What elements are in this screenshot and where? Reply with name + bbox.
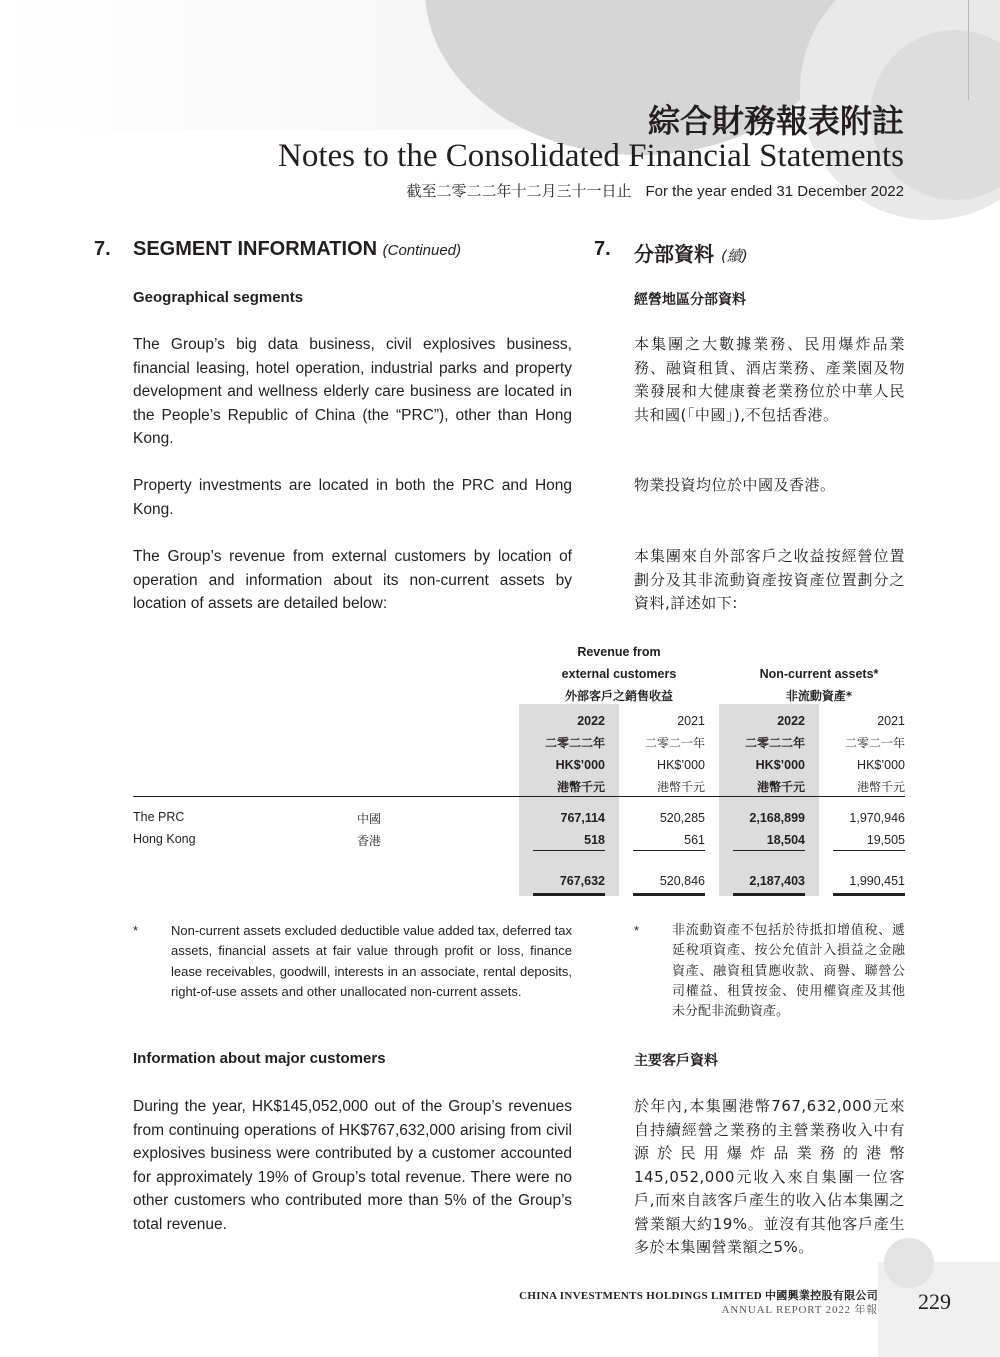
geo-paragraph-2-en: Property investments are located in both the PRC and Hong Kong. <box>133 477 572 518</box>
major-customers-paragraph-en: During the year, HK$145,052,000 out of the Group’s revenues from continuing operations of HK$767,632,000 arising from civil explosives business were contributed by a customer accounted for approximately 19% of Group’s total revenue. There were no other customers who contributed more than 5% of the Group’s total revenue. <box>133 1098 572 1233</box>
revenue-header-line1: Revenue from <box>577 645 661 659</box>
table-header-rule <box>133 796 905 797</box>
major-customers-heading-cn: 主要客戶資料 <box>634 1053 718 1069</box>
assets-header-line1: Non-current assets* <box>759 667 879 681</box>
total-rule <box>533 893 605 896</box>
continued-label: (Continued) <box>382 242 462 259</box>
footnote-en: Non-current assets excluded deductible value added tax, deferred tax assets, financial assets at fair value through profit or loss, finance lease receivables, goodwill, interests in an associate, rental deposits, right-of-use assets and other unallocated non-current assets. <box>171 923 572 999</box>
cell-total: 2,187,403 <box>749 874 805 888</box>
total-rule <box>733 893 805 896</box>
section-title-text: SEGMENT INFORMATION <box>133 238 378 260</box>
cell-hong-kong: 19,505 <box>866 833 905 847</box>
continued-label-cn: (續) <box>720 247 748 265</box>
footnote-marker-cn: * <box>634 923 640 938</box>
section-title-en <box>133 238 461 261</box>
revenue-header-cn: 外部客戶之銷售收益 <box>564 689 673 703</box>
column-unit: HK$’000 <box>857 758 905 772</box>
cell-prc: 520,285 <box>659 811 705 825</box>
column-unit-cn: 港幣千元 <box>856 780 905 794</box>
column-assets-2022 <box>719 710 805 895</box>
major-customers-heading-en: Information about major customers <box>133 1050 386 1067</box>
column-unit: HK$’000 <box>755 758 805 772</box>
cell-hong-kong: 518 <box>584 833 605 847</box>
column-year-cn: 二零二二年 <box>744 736 805 750</box>
period-cn: 截至二零二二年十二月三十一日止 <box>406 183 632 200</box>
column-year-cn: 二零二一年 <box>644 736 705 750</box>
subtotal-rule <box>633 850 705 851</box>
row-label-hong-kong: Hong Kong <box>133 832 196 846</box>
cell-hong-kong: 18,504 <box>766 833 805 847</box>
cell-prc: 767,114 <box>560 811 605 825</box>
page-title-cn: 綜合財務報表附註 <box>647 102 904 140</box>
cell-total: 767,632 <box>559 874 605 888</box>
subtotal-rule <box>533 850 605 851</box>
period-en: For the year ended 31 December 2022 <box>645 183 904 200</box>
cell-prc: 1,970,946 <box>849 811 905 825</box>
page-period <box>406 180 904 201</box>
assets-column-group-header <box>719 663 919 707</box>
column-unit: HK$’000 <box>555 758 605 772</box>
column-year: 2021 <box>677 714 705 728</box>
column-assets-2021 <box>819 710 905 895</box>
assets-header-cn: 非流動資產* <box>785 689 853 703</box>
section-number-cn: 7. <box>594 238 611 260</box>
footnote-marker-en: * <box>133 923 139 938</box>
column-revenue-2021 <box>619 710 705 895</box>
geo-paragraph-3-en: The Group’s revenue from external customers by location of operation and information about its non-current assets by location of assets are detailed below: <box>133 548 572 612</box>
geo-heading-en: Geographical segments <box>133 289 304 306</box>
page-title-en: Notes to the Consolidated Financial Statements <box>278 138 904 174</box>
geo-paragraph-1-cn: 本集團之大數據業務、民用爆炸品業務、融資租賃、酒店業務、產業園及物業發展和大健康養老業務位於中華人民共和國(「中國」),不包括香港。 <box>634 335 905 424</box>
subtotal-rule <box>833 850 905 851</box>
column-unit-cn: 港幣千元 <box>556 780 605 794</box>
column-unit-cn: 港幣千元 <box>756 780 805 794</box>
column-revenue-2022 <box>519 710 605 895</box>
revenue-header-line2: external customers <box>561 667 677 681</box>
row-label-hong-kong-cn: 香港 <box>357 834 382 848</box>
column-year: 2022 <box>577 714 605 728</box>
footer-report: ANNUAL REPORT 2022 年報 <box>721 1304 878 1316</box>
footer-company: CHINA INVESTMENTS HOLDINGS LIMITED 中國興業控股有限公司 <box>519 1290 878 1302</box>
section-number-en: 7. <box>94 238 111 260</box>
cell-prc: 2,168,899 <box>749 811 805 825</box>
geo-paragraph-2-cn: 物業投資均位於中國及香港。 <box>634 476 836 494</box>
revenue-column-group-header <box>519 641 719 707</box>
row-label-prc-cn: 中國 <box>357 812 382 826</box>
section-title-cn <box>634 238 748 267</box>
row-label-prc: The PRC <box>133 810 185 824</box>
column-year: 2021 <box>877 714 905 728</box>
column-year: 2022 <box>777 714 805 728</box>
major-customers-paragraph-cn: 於年內,本集團港幣767,632,000元來自持續經營之業務的主營業務收入中有源於民用爆炸品業務的港幣145,052,000元收入來自集團一位客戶,而來自該客戶產生的收入佔本集團之營業額大約19%。並沒有其他客戶產生多於本集團營業額之5%。 <box>634 1097 905 1256</box>
section-title-cn-text: 分部資料 <box>634 242 714 266</box>
page-number: 229 <box>918 1289 951 1314</box>
column-year-cn: 二零二一年 <box>844 736 905 750</box>
decorative-line <box>968 0 969 100</box>
cell-total: 520,846 <box>659 874 705 888</box>
geo-heading-cn: 經營地區分部資料 <box>634 292 746 308</box>
total-rule <box>833 893 905 896</box>
subtotal-rule <box>733 850 805 851</box>
footnote-cn: 非流動資產不包括於待抵扣增值稅、遞延稅項資產、按公允值計入損益之金融資產、融資租賃應收款、商譽、聯營公司權益、租賃按金、使用權資產及其他未分配非流動資產。 <box>672 923 905 1020</box>
column-unit-cn: 港幣千元 <box>656 780 705 794</box>
cell-total: 1,990,451 <box>849 874 905 888</box>
column-unit: HK$’000 <box>657 758 705 772</box>
geo-paragraph-1-en: The Group’s big data business, civil explosives business, financial leasing, hotel operation, industrial parks and property development and wellness elderly care business are located in the People’s Republic of China (the “PRC”), other than Hong Kong. <box>133 336 572 447</box>
geo-paragraph-3-cn: 本集團來自外部客戶之收益按經營位置劃分及其非流動資產按資產位置劃分之資料,詳述如下: <box>634 547 905 612</box>
cell-hong-kong: 561 <box>684 833 705 847</box>
column-year-cn: 二零二二年 <box>544 736 605 750</box>
total-rule <box>633 893 705 896</box>
